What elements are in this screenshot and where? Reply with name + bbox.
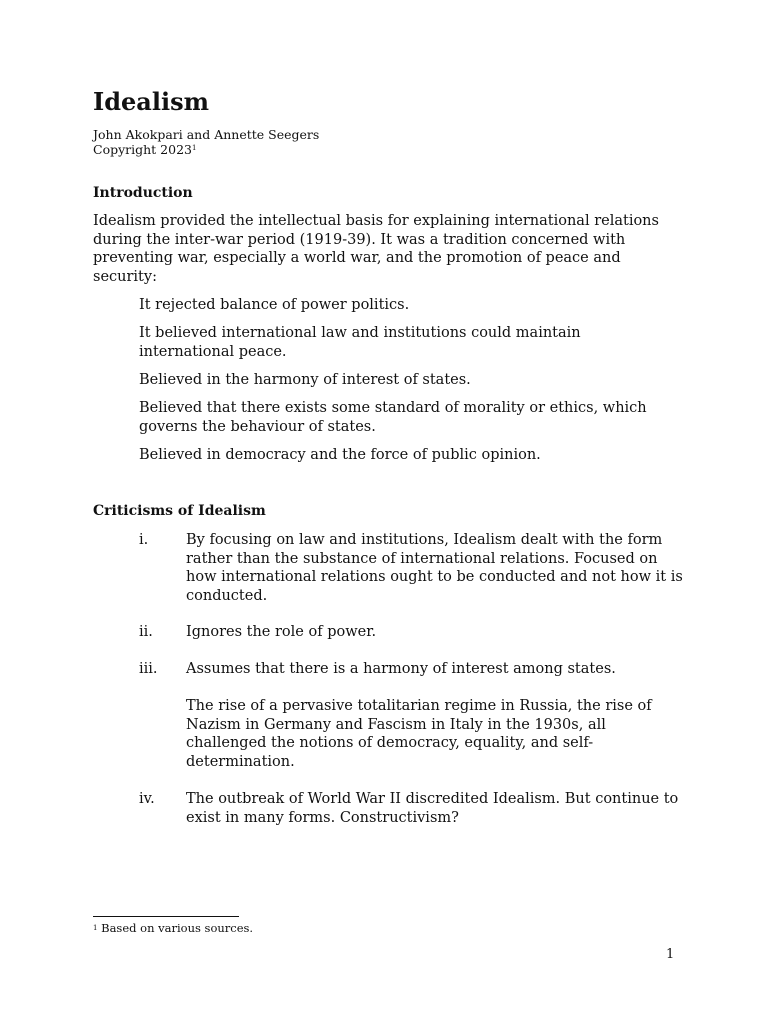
authors-line: John Akokpari and Annette Seegers: [93, 127, 320, 142]
criticism-number: iii.: [139, 661, 158, 677]
criticism-number: iv.: [139, 791, 155, 807]
introduction-paragraph: Idealism provided the intellectual basis for explaining international relations during the inter-war period (1919-39). It was a tradition concerned with preventing war, especially a world war, and the promotion of peace and security:: [93, 213, 659, 285]
footnote: [93, 921, 253, 935]
criticism-text: Assumes that there is a harmony of interest among states.: [186, 661, 616, 677]
criticism-text: By focusing on law and institutions, Idealism dealt with the form rather than the substance of international relations. Focused on how international relations ought to be conducted and not how it is conducted.: [186, 532, 683, 604]
criticism-elaboration: The rise of a pervasive totalitarian regime in Russia, the rise of Nazism in Germany and Fascism in Italy in the 1930s, all challenged the notions of democracy, equality, and self-determination.: [186, 698, 652, 770]
copyright-text: Copyright 2023: [93, 142, 192, 157]
criticisms-heading: Criticisms of Idealism: [93, 503, 266, 519]
criticism-number: ii.: [139, 624, 153, 640]
intro-point: Believed in democracy and the force of public opinion.: [139, 447, 541, 463]
document-title: Idealism: [93, 87, 209, 116]
footnote-text: Based on various sources.: [97, 921, 254, 935]
intro-point: Believed that there exists some standard of morality or ethics, which governs the behaviour of states.: [139, 400, 647, 435]
introduction-heading: Introduction: [93, 185, 193, 201]
page-number: 1: [666, 947, 675, 962]
criticism-number: i.: [139, 532, 149, 548]
footnote-reference[interactable]: 1: [192, 144, 197, 152]
criticism-text: The outbreak of World War II discredited Idealism. But continue to exist in many forms. Constructivism?: [186, 791, 679, 826]
footnote-marker: 1: [93, 924, 98, 932]
intro-point: Believed in the harmony of interest of states.: [139, 372, 471, 388]
copyright-line: [93, 142, 196, 157]
intro-point: It believed international law and institutions could maintain international peace.: [139, 325, 581, 360]
intro-point: It rejected balance of power politics.: [139, 297, 410, 313]
criticism-text: Ignores the role of power.: [186, 624, 377, 640]
footnote-separator: [93, 916, 239, 917]
